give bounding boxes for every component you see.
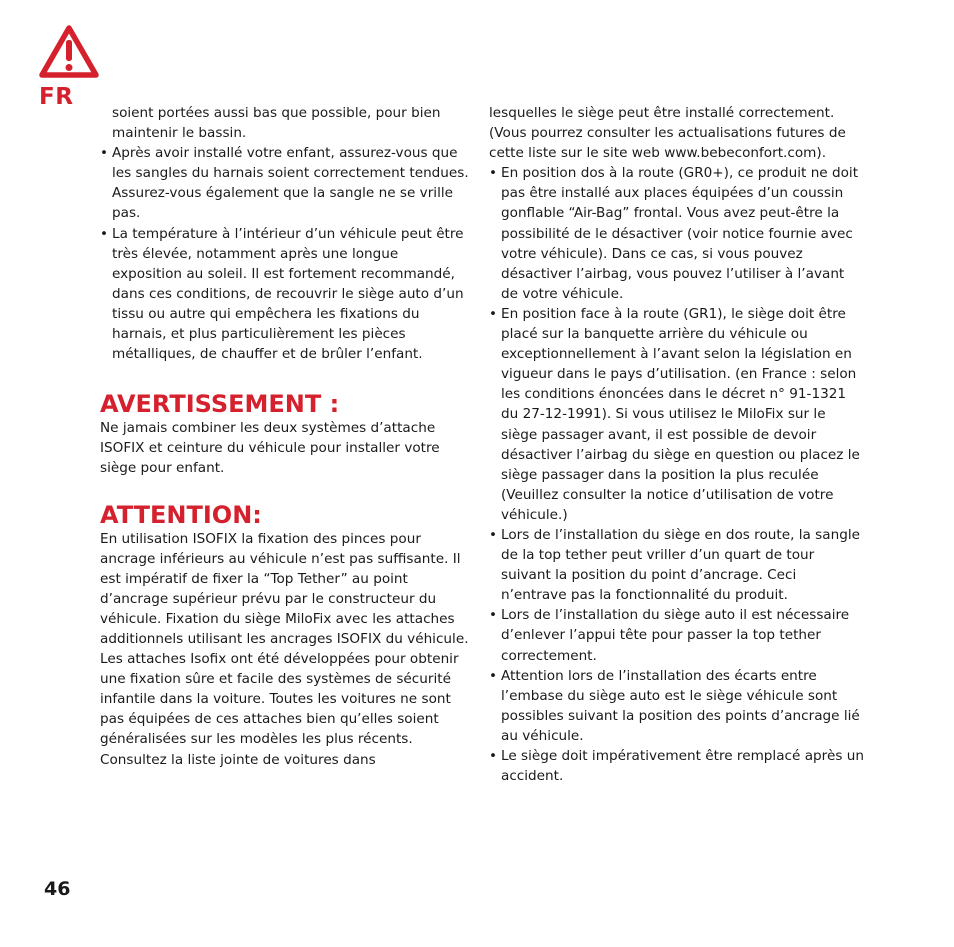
list-item: • La température à l’intérieur d’un véhicule peut être très élevée, notamment après une longue exposition au soleil. Il est fortement recommandé, dans ces conditions, de recouvrir le siège auto d’un tissu ou autre qui empêchera les fixations du harnais, et plus particulièrement les pièces métalliques, de chauffer et de brûler l’enfant. (100, 224, 470, 365)
right-column (489, 103, 864, 786)
paragraph: Les attaches Isofix ont été développées pour obtenir une fixation sûre et facile des systèmes de sécurité infantile dans la voiture. Toutes les voitures ne sont pas équipées de ces attaches bien qu’elles soient généralisées sur les modèles les plus récents. Consultez la liste jointe de voitures dans (100, 651, 459, 768)
heading-avertissement: AVERTISSEMENT : (100, 390, 340, 419)
continuation-text: lesquelles le siège peut être installé correctement. (Vous pourrez consulter les actualisations futures de cette liste sur le site web www.bebeconfort.com). (489, 105, 846, 162)
bullet-list (100, 143, 470, 364)
page-number: 46 (44, 878, 71, 900)
list-item: • Après avoir installé votre enfant, assurez-vous que les sangles du harnais soient correctement tendues. Assurez-vous également que la sangle ne se vrille pas. (100, 143, 470, 223)
list-item: • En position dos à la route (GR0+), ce produit ne doit pas être installé aux places équipées d’un coussin gonflable “Air-Bag” frontal. Vous avez peut-être la possibilité de le désactiver (voir notice fournie avec votre véhicule). Dans ce cas, si vous pouvez désactiver l’airbag, vous pouvez l’utiliser à l’avant de votre véhicule. (489, 163, 864, 304)
warning-triangle-icon (37, 23, 101, 81)
list-item: • Le siège doit impérativement être remplacé après un accident. (489, 746, 864, 786)
paragraph: En utilisation ISOFIX la fixation des pinces pour ancrage inférieurs au véhicule n’est pas suffisante. Il est impératif de fixer la “Top Tether” au point d’ancrage supérieur prévu par le constructeur du véhicule. Fixation du siège MiloFix avec les attaches additionnels utilisant les ancrages ISOFIX du véhicule. (100, 530, 469, 647)
heading-attention: ATTENTION: (100, 500, 262, 529)
language-label: FR (39, 84, 74, 110)
list-item: • Attention lors de l’installation des écarts entre l’embase du siège auto est le siège véhicule sont possibles suivant la position des points d’ancrage lié au véhicule. (489, 666, 864, 746)
bullet-list (489, 163, 864, 786)
list-item: • Lors de l’installation du siège en dos route, la sangle de la top tether peut vriller d’un quart de tour suivant la position du point d’ancrage. Ceci n’entrave pas la fonctionnalité du produit. (489, 525, 864, 605)
paragraph: Ne jamais combiner les deux systèmes d’attache ISOFIX et ceinture du véhicule pour installer votre siège pour enfant. (100, 420, 440, 477)
left-column (100, 103, 470, 770)
list-item: • En position face à la route (GR1), le siège doit être placé sur la banquette arrière du véhicule ou exceptionnellement à l’avant selon la législation en vigueur dans le pays d’utilisation. (en France : selon les conditions énoncées dans le décret n° 91-1321 du 27-12-1991). Si vous utilisez le MiloFix sur le siège passager avant, il est possible de devoir désactiver l’airbag du siège en question ou placez le siège passager dans la position la plus reculée (Veuillez consulter la notice d’utilisation de votre véhicule.) (489, 304, 864, 525)
continuation-text: soient portées aussi bas que possible, pour bien maintenir le bassin. (112, 105, 441, 142)
list-item: • Lors de l’installation du siège auto il est nécessaire d’enlever l’appui tête pour passer la top tether correctement. (489, 605, 864, 665)
